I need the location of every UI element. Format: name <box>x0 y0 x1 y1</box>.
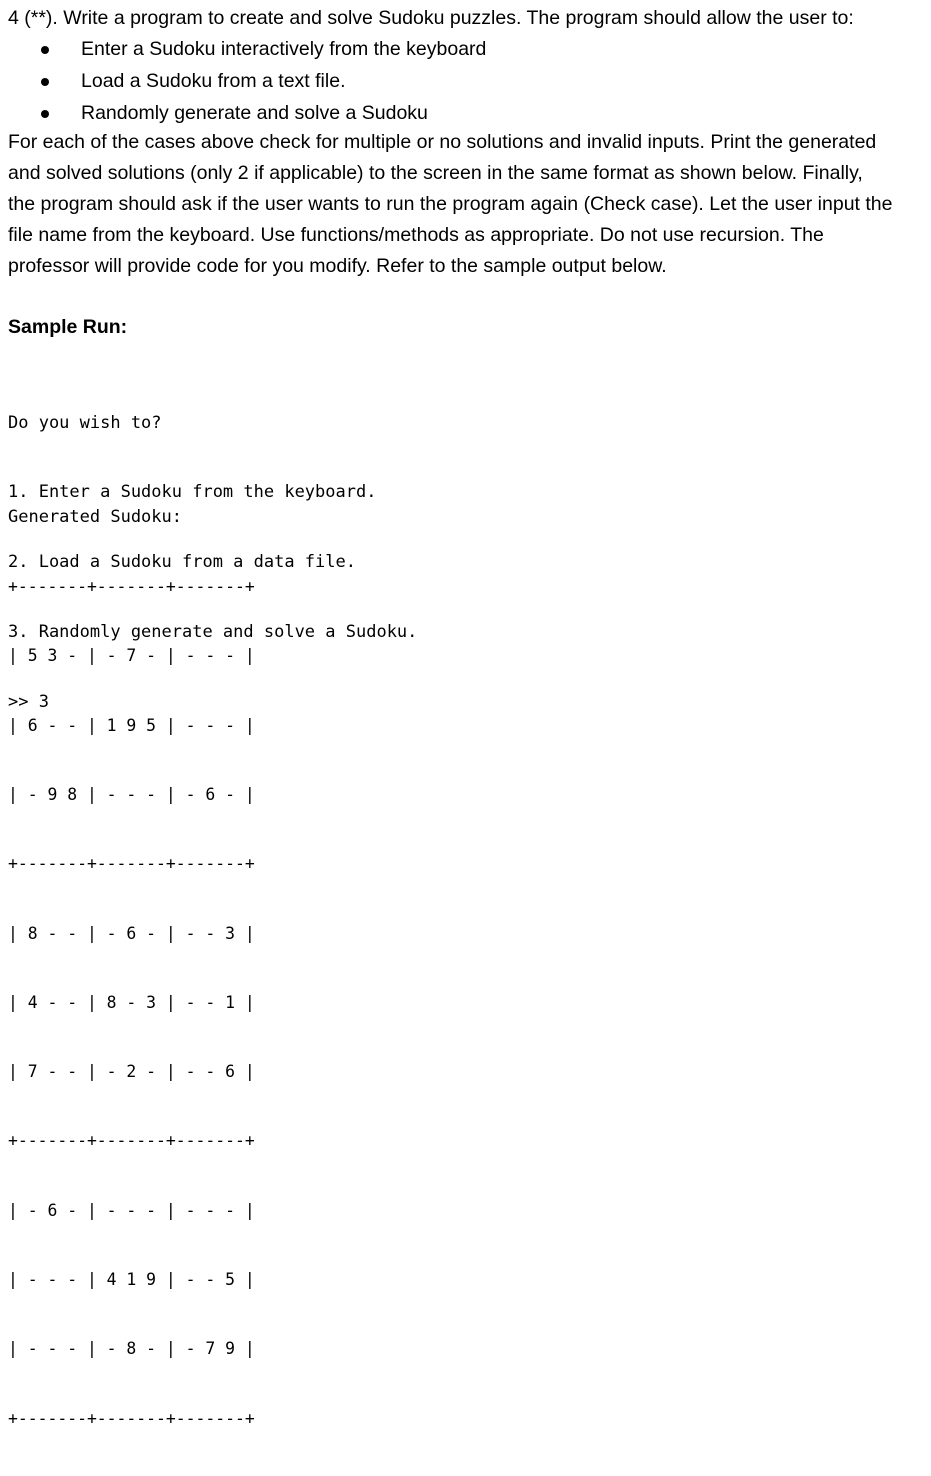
paragraph-line: For each of the cases above check for multiple or no solutions and invalid inputs. Print the generated <box>8 131 877 153</box>
console-line: Do you wish to? <box>8 412 162 433</box>
paragraph-line: and solved solutions (only 2 if applicable) to the screen in the same format as shown below. Finally, <box>8 162 863 184</box>
list-item-text: Randomly generate and solve a Sudoku <box>81 102 428 124</box>
bullet-icon <box>41 78 49 86</box>
paragraph-line: the program should ask if the user wants to run the program again (Check case). Let the user input the <box>8 193 893 215</box>
grid-line: +-------+-------+-------+ <box>8 1408 255 1428</box>
instructions-paragraph <box>8 127 928 282</box>
console-line: >> 3 <box>8 692 49 713</box>
grid-line: | - - - | 4 1 9 | - - 5 | <box>8 1270 255 1289</box>
grid-line: | 7 - - | - 2 - | - - 6 | <box>8 1062 255 1082</box>
grid-line: | 5 3 - | - 7 - | - - - | <box>8 646 255 666</box>
grid-line: | 8 - - | - 6 - | - - 3 | <box>8 923 255 943</box>
grid-line: | 4 - - | 8 - 3 | - - 1 | <box>8 992 255 1012</box>
list-item-text: Enter a Sudoku interactively from the keyboard <box>81 38 487 60</box>
sample-run-heading: Sample Run: <box>8 316 128 338</box>
console-line: 1. Enter a Sudoku from the keyboard. <box>8 482 377 503</box>
grid-line: +-------+-------+-------+ <box>8 1131 255 1151</box>
generated-sudoku-label: Generated Sudoku: <box>8 507 182 527</box>
problem-intro: 4 (**). Write a program to create and solve Sudoku puzzles. The program should allow the user to: <box>8 7 854 29</box>
grid-line: +-------+-------+-------+ <box>8 854 255 874</box>
grid-line: +-------+-------+-------+ <box>8 577 255 597</box>
paragraph-line: file name from the keyboard. Use functions/methods as appropriate. Do not use recursion. The <box>8 224 824 246</box>
sudoku-grid <box>8 529 255 1476</box>
bullet-icon <box>41 110 49 118</box>
list-item-text: Load a Sudoku from a text file. <box>81 70 346 92</box>
bullet-icon <box>41 46 49 54</box>
grid-line: | - 9 8 | - - - | - 6 - | <box>8 785 255 805</box>
grid-line: | 6 - - | 1 9 5 | - - - | <box>8 715 255 735</box>
console-line: 3. Randomly generate and solve a Sudoku. <box>8 622 418 643</box>
console-line: 2. Load a Sudoku from a data file. <box>8 552 356 573</box>
paragraph-line: professor will provide code for you modify. Refer to the sample output below. <box>8 255 667 277</box>
grid-line: | - 6 - | - - - | - - - | <box>8 1200 255 1220</box>
grid-line: | - - - | - 8 - | - 7 9 | <box>8 1339 255 1359</box>
